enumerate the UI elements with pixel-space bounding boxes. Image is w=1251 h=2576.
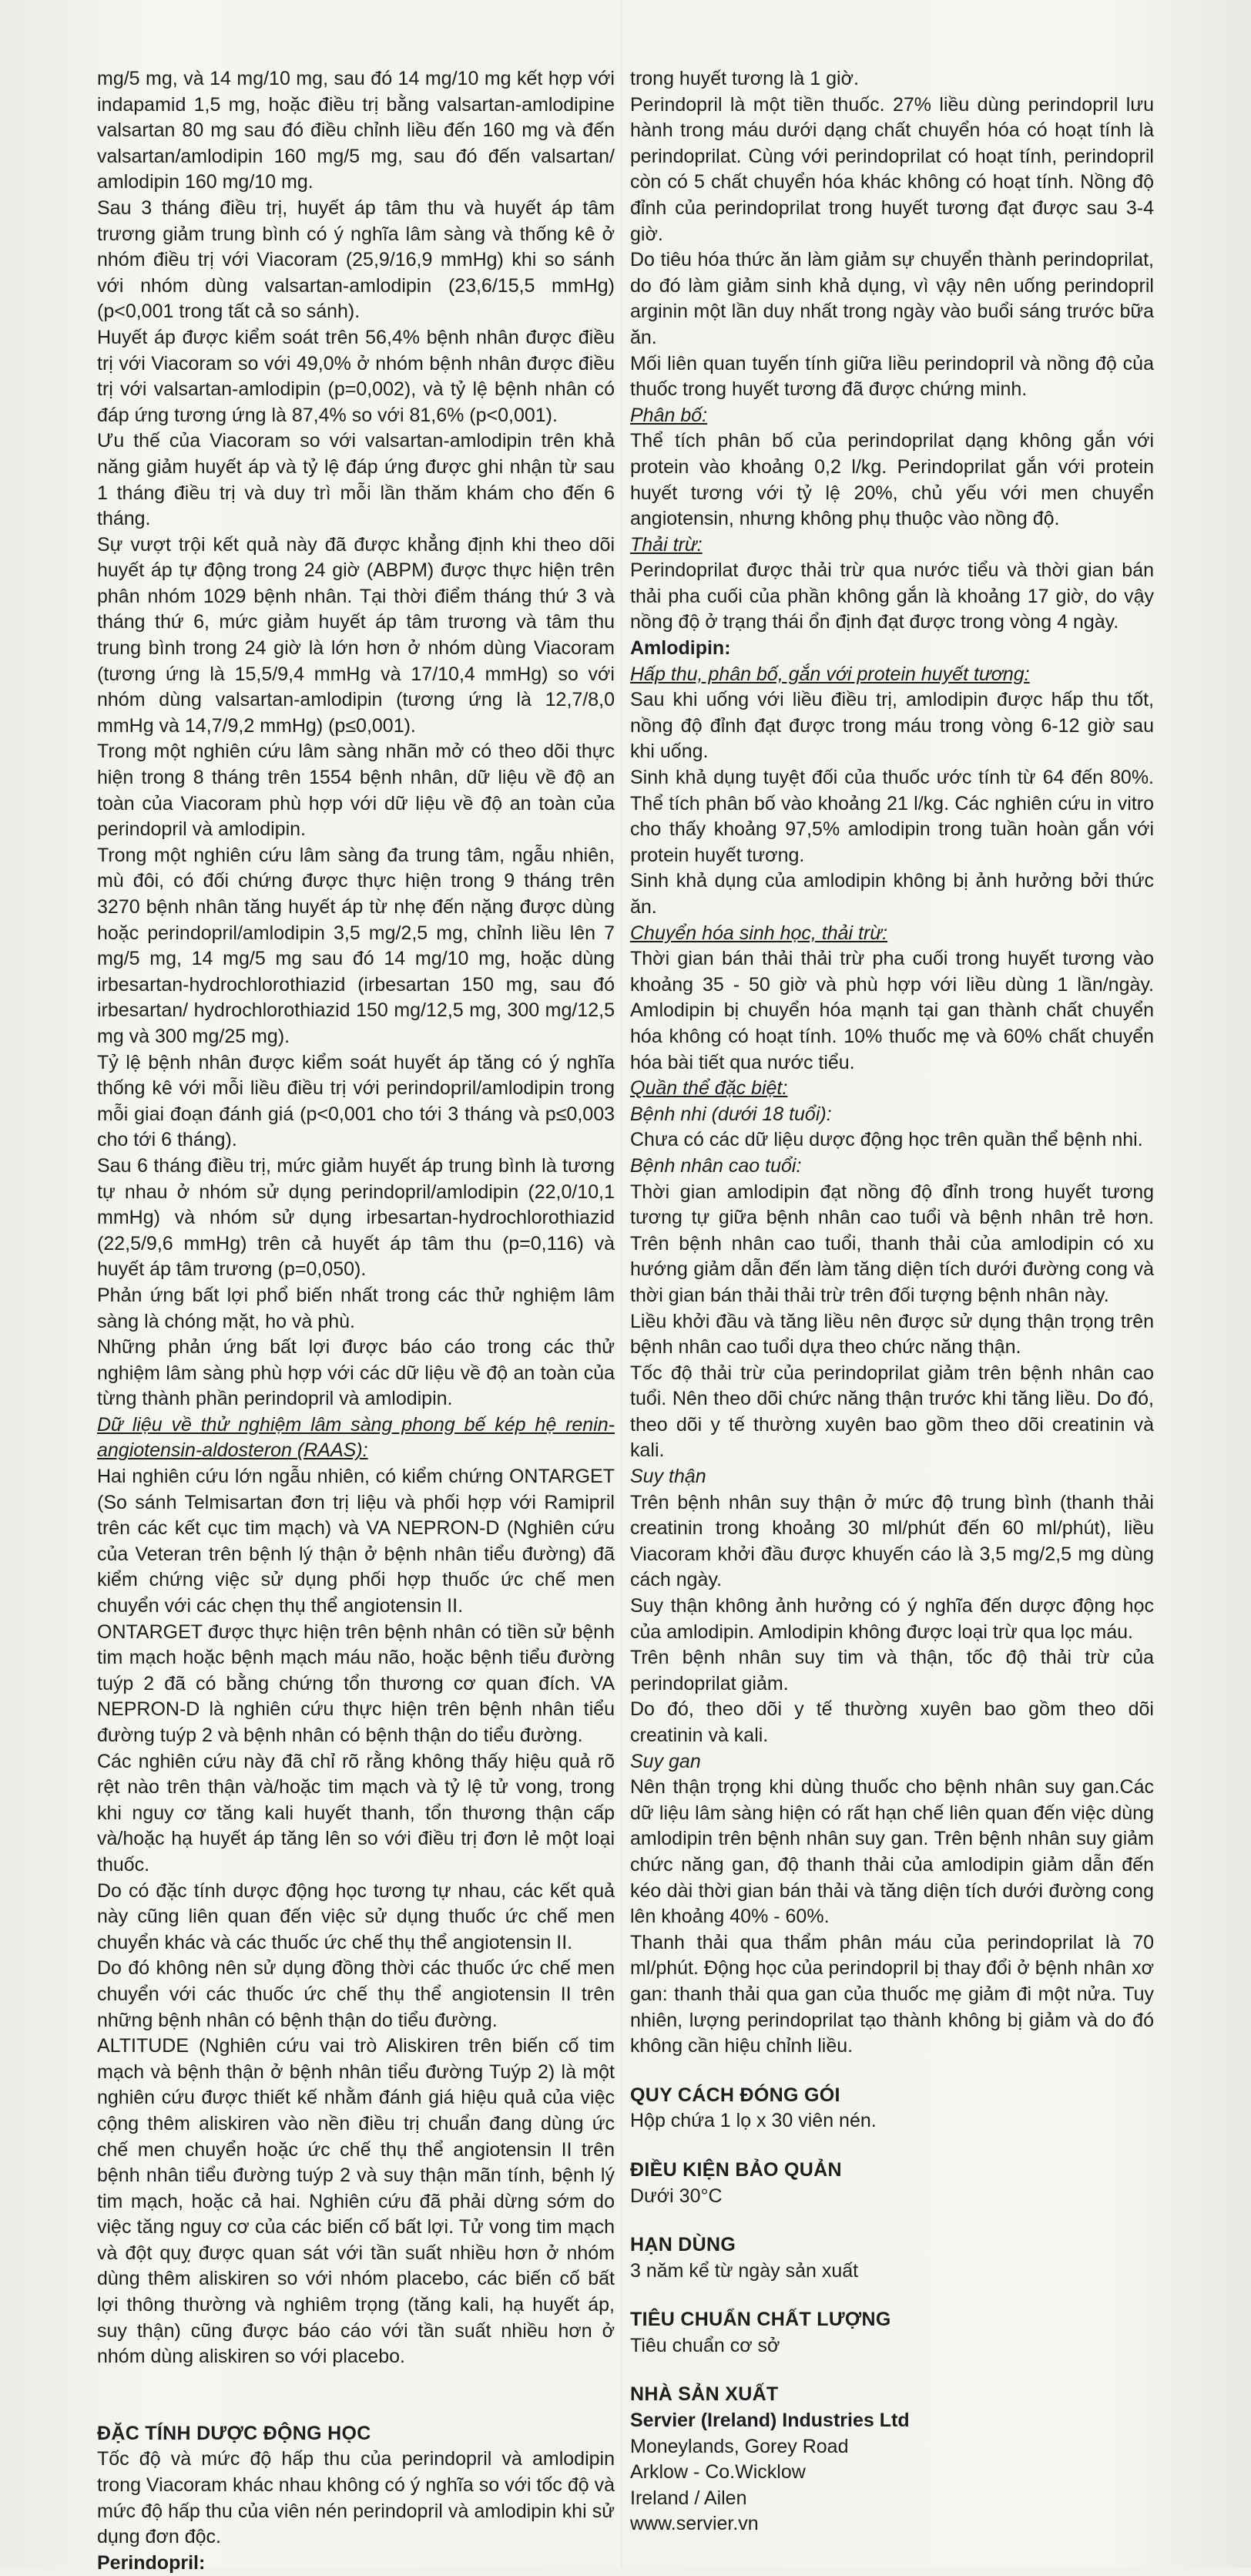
paragraph: Thanh thải qua thẩm phân máu của perindoprilat là 70 ml/phút. Động học của perindopril bị thay đổi ở bệnh nhân xơ gan: thanh thải qua gan của thuốc mẹ giảm đi một nửa. Tuy nhiên, lượng perindoprilat tạo thành không bị giảm và do đó không cần hiệu chỉnh liều. xyxy=(630,1931,1154,2057)
section-heading: NHÀ SẢN XUẤT xyxy=(630,2383,779,2406)
left-column xyxy=(97,66,615,2576)
section-heading: TIÊU CHUẨN CHẤT LƯỢNG xyxy=(630,2309,891,2331)
paragraph: Moneylands, Gorey Road xyxy=(630,2435,849,2457)
right-column xyxy=(630,66,1154,2537)
paragraph: Trong một nghiên cứu lâm sàng nhãn mở có theo dõi thực hiện trong 8 tháng trên 1554 bệnh nhân, dữ liệu về độ an toàn của Viacoram phù hợp với dữ liệu về độ an toàn của perindopril và amlodipin. xyxy=(97,741,615,841)
paragraph: Do tiêu hóa thức ăn làm giảm sự chuyển thành perindoprilat, do đó làm giảm sinh khả dụng, vì vậy nên uống perindopril arginin một lần duy nhất trong ngày vào buổi sáng trước bữa ăn. xyxy=(630,249,1154,348)
paragraph: Ưu thế của Viacoram so với valsartan-amlodipin trên khả năng giảm huyết áp và tỷ lệ đáp ứng được ghi nhận từ sau 1 tháng điều trị và duy trì mỗi lần thăm khám cho đến 6 tháng. xyxy=(97,430,615,530)
paragraph: Sự vượt trội kết quả này đã được khẳng định khi theo dõi huyết áp tự động trong 24 giờ (ABPM) được thực hiện trên phân nhóm 1029 bệnh nhân. Tại thời điểm tháng thứ 3 và tháng thứ 6, mức giảm huyết áp tâm trương và tâm thu trung bình trong 24 giờ là lớn hơn ở nhóm dùng Viacoram (tương ứng là 15,5/9,4 mmHg và 17/10,4 mmHg) so với nhóm dùng valsartan-amlodipin (tương ứng là 12,7/8,0 mmHg và 14,7/9,2 mmHg) (p≤0,001). xyxy=(97,533,615,737)
paragraph: Sinh khả dụng tuyệt đối của thuốc ước tính từ 64 đến 80%. Thể tích phân bố vào khoảng 21 l/kg. Các nghiên cứu in vitro cho thấy khoảng 97,5% amlodipin trong tuần hoàn gắn với protein huyết tương. xyxy=(630,767,1154,866)
paragraph: Trên bệnh nhân suy thận ở mức độ trung bình (thanh thải creatinin trong khoảng 30 ml/phút đến 60 ml/phút), liều Viacoram khởi đầu được khuyến cáo là 3,5 mg/2,5 mg dùng cách ngày. xyxy=(630,1491,1154,1591)
paragraph: Sau 6 tháng điều trị, mức giảm huyết áp trung bình là tương tự nhau ở nhóm sử dụng perindopril/amlodipin (22,0/10,1 mmHg) và nhóm sử dụng irbesartan-hydrochlorothiazid (22,5/9,6 mmHg) trên cả huyết áp tâm thu (p=0,116) và huyết áp tâm trương (p=0,050). xyxy=(97,1154,615,1281)
paragraph: Nên thận trọng khi dùng thuốc cho bệnh nhân suy gan.Các dữ liệu lâm sàng hiện có rất hạn chế liên quan đến việc dùng amlodipin trên bệnh nhân suy gan. Trên bệnh nhân suy giảm chức năng gan, độ thanh thải của amlodipin giảm dẫn đến kéo dài thời gian bán thải và tăng diện tích dưới đường cong lên khoảng 40% - 60%. xyxy=(630,1776,1154,1928)
section-heading: ĐẶC TÍNH DƯỢC ĐỘNG HỌC xyxy=(97,2422,371,2444)
paragraph: Trong một nghiên cứu lâm sàng đa trung tâm, ngẫu nhiên, mù đôi, có đối chứng được thực hiện trong 9 tháng trên 3270 bệnh nhân tăng huyết áp từ nhẹ đến nặng được dùng hoặc perindopril/amlodipin 3,5 mg/2,5 mg, chỉnh liều lên 7 mg/5 mg, 14 mg/5 mg sau đó 14 mg/10 mg, hoặc dùng irbesartan-hydrochlorothiazid (irbesartan 150 mg, sau đó irbesartan/ hydrochlorothiazid 150 mg/12,5 mg, 300 mg/12,5 mg và 300 mg/25 mg). xyxy=(97,844,615,1047)
paragraph: Hộp chứa 1 lọ x 30 viên nén. xyxy=(630,2110,877,2132)
paragraph: Tỷ lệ bệnh nhân được kiểm soát huyết áp tăng có ý nghĩa thống kê với mỗi liều điều trị với perindopril/amlodipin trong mỗi giai đoạn đánh giá (p<0,001 cho tới 3 tháng và p≤0,003 cho tới 6 tháng). xyxy=(97,1051,615,1151)
section-heading: QUY CÁCH ĐÓNG GÓI xyxy=(630,2084,840,2106)
paragraph: Dưới 30°C xyxy=(630,2185,723,2207)
paragraph: Hai nghiên cứu lớn ngẫu nhiên, có kiểm chứng ONTARGET (So sánh Telmisartan đơn trị liệu và phối hợp với Ramipril trên các kết cục tim mạch) và VA NEPRON-D (Nghiên cứu của Veteran trên bệnh lý thận ở bệnh nhân tiểu đường) đã kiểm chứng việc sử dụng phối hợp thuốc ức chế men chuyển với các chẹn thụ thể angiotensin II. xyxy=(97,1466,615,1617)
paragraph: Thể tích phân bố của perindoprilat dạng không gắn với protein vào khoảng 0,2 l/kg. Perindoprilat gắn với protein huyết tương với tỷ lệ 20%, chủ yếu với men chuyển angiotensin, nhưng không phụ thuộc vào nồng độ. xyxy=(630,430,1154,530)
paragraph: ALTITUDE (Nghiên cứu vai trò Aliskiren trên biến cố tim mạch và bệnh thận ở bệnh nhân tiểu đường Tuýp 2) là một nghiên cứu được thiết kế nhằm đánh giá hiệu quả của việc cộng thêm aliskiren vào nền điều trị chuẩn đang dùng ức chế men chuyển hoặc ức chế thụ thể angiotensin II trên bệnh nhân tiểu đường tuýp 2 và suy thận mãn tính, bệnh lý tim mạch, hoặc cả hai. Nghiên cứu đã phải dừng sớm do việc tăng nguy cơ của các biến cố bất lợi. Tử vong tim mạch và đột quỵ được quan sát với tần suất nhiều hơn ở nhóm dùng thêm aliskiren so với nhóm placebo, các biến cố bất lợi thông thường và nghiêm trọng (tăng kali, hạ huyết áp, suy thận) cũng được báo cáo với tần suất nhiều hơn ở nhóm dùng aliskiren so với placebo. xyxy=(97,2035,615,2368)
column-divider xyxy=(621,0,622,2568)
paragraph: Các nghiên cứu này đã chỉ rõ rằng không thấy hiệu quả rõ rệt nào trên thận và/hoặc tim mạch và tỷ lệ tử vong, trong khi nguy cơ tăng kali huyết thanh, tổn thương thận cấp và/hoặc hạ huyết áp tăng lên so với điều trị đơn lẻ một loại thuốc. xyxy=(97,1750,615,1876)
paragraph: Sau khi uống với liều điều trị, amlodipin được hấp thu tốt, nồng độ đỉnh đạt được trong máu trong vòng 6-12 giờ sau khi uống. xyxy=(630,689,1154,763)
paragraph: 3 năm kể từ ngày sản xuất xyxy=(630,2259,859,2282)
bold-label: Servier (Ireland) Industries Ltd xyxy=(630,2410,910,2432)
paragraph: Do đó, theo dõi y tế thường xuyên bao gồm theo dõi creatinin và kali. xyxy=(630,1698,1154,1746)
subgroup-label: Suy gan xyxy=(630,1750,701,1772)
section-heading: ĐIỀU KIỆN BẢO QUẢN xyxy=(630,2158,842,2181)
paragraph: Perindopril là một tiền thuốc. 27% liều dùng perindopril lưu hành trong máu dưới dạng chất chuyển hóa có hoạt tính là perindoprilat. Cùng với perindoprilat có hoạt tính, perindopril còn có 5 chất chuyển hóa khác không có hoạt tính. Nồng độ đỉnh của perindoprilat trong huyết tương đạt được sau 3-4 giờ. xyxy=(630,93,1154,245)
subsection-heading: Phân bố: xyxy=(630,404,708,426)
paragraph: Tốc độ và mức độ hấp thu của perindopril và amlodipin trong Viacoram khác nhau không có ý nghĩa so với tốc độ và mức độ hấp thu của viên nén perindopril và amlodipin khi sử dụng đơn độc. xyxy=(97,2448,615,2548)
subsection-heading: Dữ liệu về thử nghiệm lâm sàng phong bế kép hệ renin-angiotensin-aldosteron (RAAS): xyxy=(97,1413,615,1462)
paragraph: Do có đặc tính dược động học tương tự nhau, các kết quả này cũng liên quan đến việc sử dụng thuốc ức chế men chuyển khác và các thuốc ức chế thụ thể angiotensin II. xyxy=(97,1879,615,1953)
spacer xyxy=(97,2370,615,2398)
paragraph: ONTARGET được thực hiện trên bệnh nhân có tiền sử bệnh tim mạch hoặc bệnh mạch máu não, hoặc bệnh tiểu đường tuýp 2 đã có bằng chứng tổn thương cơ quan đích. VA NEPRON-D là nghiên cứu thực hiện trên bệnh nhân tiểu đường tuýp 2 và bệnh nhân có bệnh thận do tiểu đường. xyxy=(97,1620,615,1746)
subgroup-label: Bệnh nhân cao tuổi: xyxy=(630,1154,802,1177)
subgroup-label: Suy thận xyxy=(630,1466,706,1488)
paragraph: Phản ứng bất lợi phổ biến nhất trong các thử nghiệm lâm sàng là chóng mặt, ho và phù. xyxy=(97,1284,615,1332)
paragraph: Huyết áp được kiểm soát trên 56,4% bệnh nhân được điều trị với Viacoram so với 49,0% ở nhóm bệnh nhân được điều trị với valsartan-amlodipin (p=0,002), và tỷ lệ bệnh nhân có đáp ứng tương ứng là 87,4% so với 81,6% (p<0,001). xyxy=(97,326,615,426)
subsection-heading: Quần thể đặc biệt: xyxy=(630,1077,788,1100)
paragraph: Liều khởi đầu và tăng liều nên được sử dụng thận trọng trên bệnh nhân cao tuổi dựa theo chức năng thận. xyxy=(630,1310,1154,1359)
paragraph: Tốc độ thải trừ của perindoprilat giảm trên bệnh nhân cao tuổi. Nên theo dõi chức năng thận trước khi tăng liều. Do đó, theo dõi y tế thường xuyên bao gồm theo dõi creatinin và kali. xyxy=(630,1362,1154,1462)
subsection-heading: Chuyển hóa sinh học, thải trừ: xyxy=(630,922,888,944)
paragraph: www.servier.vn xyxy=(630,2513,759,2535)
paragraph: Những phản ứng bất lợi được báo cáo trong các thử nghiệm lâm sàng phù hợp với các dữ liệu về độ an toàn của từng thành phần perindopril và amlodipin. xyxy=(97,1336,615,1410)
subsection-heading: Thải trừ: xyxy=(630,533,703,556)
subgroup-label: Bệnh nhi (dưới 18 tuổi): xyxy=(630,1103,832,1125)
paragraph: Mối liên quan tuyến tính giữa liều perindopril và nồng độ của thuốc trong huyết tương đã được chứng minh. xyxy=(630,352,1154,401)
paragraph: Perindoprilat được thải trừ qua nước tiểu và thời gian bán thải pha cuối của phần không gắn là khoảng 17 giờ, do vậy nồng độ ở trạng thái ổn định đạt được trong vòng 4 ngày. xyxy=(630,559,1154,633)
paragraph: Tiêu chuẩn cơ sở xyxy=(630,2334,780,2356)
paragraph: Sinh khả dụng của amlodipin không bị ảnh hưởng bởi thức ăn. xyxy=(630,870,1154,918)
bold-label: Perindopril: xyxy=(97,2551,206,2574)
paragraph: Thời gian amlodipin đạt nồng độ đỉnh trong huyết tương tương tự giữa bệnh nhân cao tuổi và bệnh nhân trẻ hơn. Trên bệnh nhân cao tuổi, thanh thải của amlodipin có xu hướng giảm dẫn đến làm tăng diện tích dưới đường cong và thời gian bán thải thải trừ trên đối tượng bệnh nhân này. xyxy=(630,1181,1154,1306)
paragraph: mg/5 mg, và 14 mg/10 mg, sau đó 14 mg/10 mg kết hợp với indapamid 1,5 mg, hoặc điều trị bằng valsartan-amlodipine valsartan 80 mg sau đó điều chỉnh liều đến 160 mg và đến valsartan/amlodipin 160 mg/5 mg, sau đó đến valsartan/ amlodipin 160 mg/10 mg. xyxy=(97,68,615,193)
paragraph: Suy thận không ảnh hưởng có ý nghĩa đến dược động học của amlodipin. Amlodipin không được loại trừ qua lọc máu. xyxy=(630,1595,1154,1643)
paragraph: Arklow - Co.Wicklow xyxy=(630,2461,806,2484)
paragraph: trong huyết tương là 1 giờ. xyxy=(630,68,859,89)
paragraph: Thời gian bán thải thải trừ pha cuối trong huyết tương vào khoảng 35 - 50 giờ và phù hợp với liều dùng 1 lần/ngày. Amlodipin bị chuyển hóa mạnh tại gan thành chất chuyển hóa không có hoạt tính. 10% thuốc mẹ và 60% chất chuyển hóa bài tiết qua nước tiểu. xyxy=(630,948,1154,1073)
paragraph: Trên bệnh nhân suy tim và thận, tốc độ thải trừ của perindoprilat giảm. xyxy=(630,1647,1154,1694)
bold-label: Amlodipin: xyxy=(630,637,731,660)
subsection-heading: Hấp thu, phân bố, gắn với protein huyết tương: xyxy=(630,663,1030,685)
paragraph: Sau 3 tháng điều trị, huyết áp tâm thu và huyết áp tâm trương giảm trung bình có ý nghĩa lâm sàng và thống kê ở nhóm điều trị với Viacoram (25,9/16,9 mmHg) khi so sánh với nhóm dùng valsartan-amlodipin (23,6/15,5 mmHg) (p<0,001 trong tất cả so sánh). xyxy=(97,196,615,323)
section-heading: HẠN DÙNG xyxy=(630,2234,736,2256)
paragraph: Ireland / Ailen xyxy=(630,2487,747,2509)
paragraph: Chưa có các dữ liệu dược động học trên quần thể bệnh nhi. xyxy=(630,1129,1143,1151)
paragraph: Do đó không nên sử dụng đồng thời các thuốc ức chế men chuyển với các thuốc ức chế thụ thể angiotensin II trên những bệnh nhân có bệnh thận do tiểu đường. xyxy=(97,1957,615,2031)
